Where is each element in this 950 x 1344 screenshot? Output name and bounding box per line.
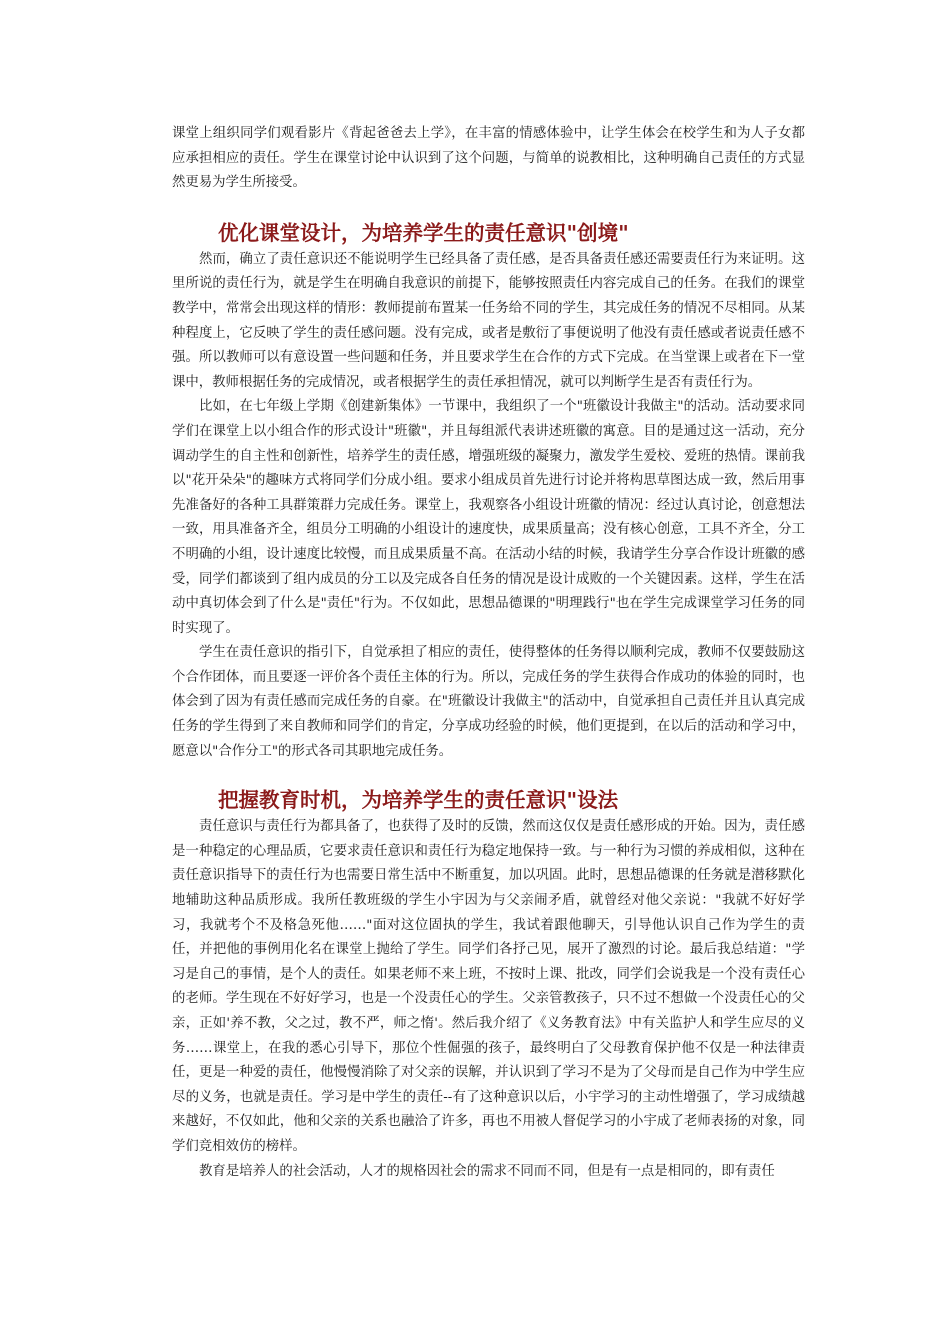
body-paragraph: 教育是培养人的社会活动，人才的规格因社会的需求不同而不同，但是有一点是相同的，即有责任 bbox=[199, 1163, 775, 1179]
body-paragraph: 责任意识与责任行为都具备了，也获得了及时的反馈，然而这仅仅是责任感形成的开始。因为，责任感是一种稳定的心理品质，它要求责任意识和责任行为稳定地保持一致。与一种行为习惯的养成相似，这种在责任意识指导下的责任行为也需要日常生活中不断重复，加以巩固。此时，思想品德课的任务就是潜移默化地辅助这种品质形成。我所任教班级的学生小宇因为与父亲闹矛盾，就曾经对他父亲说："我就不好好学习，我就考个不及格急死他……"面对这位固执的学生，我试着跟他聊天，引导他认识自己作为学生的责任，并把他的事例用化名在课堂上抛给了学生。同学们各抒己见，展开了激烈的讨论。最后我总结道："学习是自己的事情，是个人的责任。如果老师不来上班，不按时上课、批改，同学们会说我是一个没有责任心的老师。学生现在不好好学习，也是一个没责任心的学生。父亲管教孩子，只不过不想做一个没责任心的父亲，正如'养不教，父之过，教不严，师之惰'。然后我介绍了《义务教育法》中有关监护人和学生应尽的义务……课堂上，在我的悉心引导下，那位个性倔强的孩子，最终明白了父母教育保护他不仅是一种法律责任，更是一种爱的责任，他慢慢消除了对父亲的误解，并认识到了学习不是为了父母而是自己作为中学生应尽的义务，也就是责任。学习是中学生的责任--有了这种意识以后，小宇学习的主动性增强了，学习成绩越来越好，不仅如此，他和父亲的关系也融洽了许多，再也不用被人督促学习的小宇成了老师表扬的对象，同学们竞相效仿的榜样。 bbox=[172, 819, 805, 1154]
body-paragraph: 然而，确立了责任意识还不能说明学生已经具备了责任感，是否具备责任感还需要责任行为来证明。这里所说的责任行为，就是学生在明确自我意识的前提下，能够按照责任内容完成自己的任务。在我们的课堂教学中，常常会出现这样的情形：教师提前布置某一任务给不同的学生，其完成任务的情况不尽相同。从某种程度上，它反映了学生的责任感问题。没有完成，或者是敷衍了事便说明了他没有责任感或者说责任感不强。所以教师可以有意设置一些问题和任务，并且要求学生在合作的方式下完成。在当堂课上或者在下一堂课中，教师根据任务的完成情况，或者根据学生的责任承担情况，就可以判断学生是否有责任行为。 bbox=[172, 251, 805, 390]
body-paragraph: 学生在责任意识的指引下，自觉承担了相应的责任，使得整体的任务得以顺利完成，教师不仅要鼓励这个合作团体，而且要逐一评价各个责任主体的行为。所以，完成任务的学生获得合作成功的体验的同时，也体会到了因为有责任感而完成任务的自豪。在"班徽设计我做主"的活动中，自觉承担自己责任并且认真完成任务的学生得到了来自教师和同学们的肯定，分享成功经验的时候，他们更提到，在以后的活动和学习中，愿意以"合作分工"的形式各司其职地完成任务。 bbox=[172, 645, 805, 759]
section-heading: 优化课堂设计，为培养学生的责任意识"创境" bbox=[218, 220, 629, 245]
intro-paragraph: 课堂上组织同学们观看影片《背起爸爸去上学》，在丰富的情感体验中，让学生体会在校学生和为人子女都应承担相应的责任。学生在课堂讨论中认识到了这个问题，与简单的说教相比，这种明确自己责任的方式显然更易为学生所接受。 bbox=[172, 126, 805, 191]
section-heading: 把握教育时机，为培养学生的责任意识"设法 bbox=[218, 788, 619, 813]
body-paragraph: 比如，在七年级上学期《创建新集体》一节课中，我组织了一个"班徽设计我做主"的活动。活动要求同学们在课堂上以小组合作的形式设计"班徽"，并且每组派代表讲述班徽的寓意。目的是通过这一活动，充分调动学生的自主性和创新性，培养学生的责任感，增强班级的凝聚力，激发学生爱校、爱班的热情。课前我以"花开朵朵"的趣味方式将同学们分成小组。要求小组成员首先进行讨论并将构思草图达成一致，然后用事先准备好的各种工具群策群力完成任务。课堂上，我观察各小组设计班徽的情况：经过认真讨论，创意想法一致，用具准备齐全，组员分工明确的小组设计的速度快，成果质量高；没有核心创意，工具不齐全，分工不明确的小组，设计速度比较慢，而且成果质量不高。在活动小结的时候，我请学生分享合作设计班徽的感受，同学们都谈到了组内成员的分工以及完成各自任务的情况是设计成败的一个关键因素。这样，学生在活动中真切体会到了什么是"责任"行为。不仅如此，思想品德课的"明理践行"也在学生完成课堂学习任务的同时实现了。 bbox=[172, 399, 805, 636]
document-page bbox=[172, 122, 805, 1184]
